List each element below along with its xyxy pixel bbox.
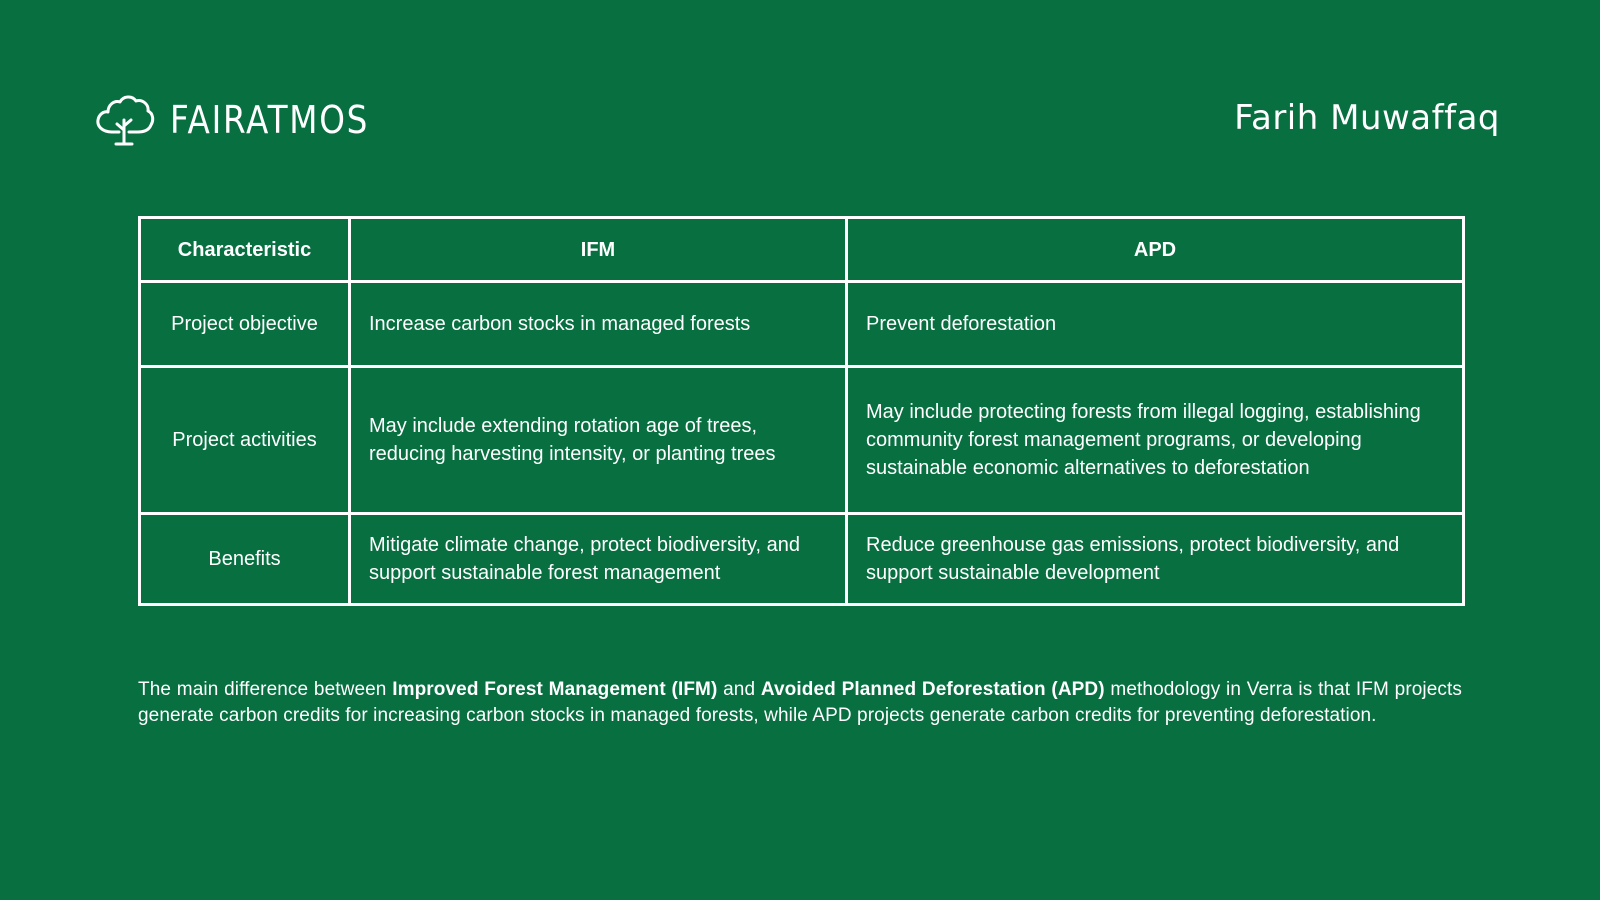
apd-cell: Prevent deforestation bbox=[847, 282, 1464, 367]
summary-text: The main difference between bbox=[138, 679, 393, 700]
author-name: Farih Muwaffaq bbox=[1234, 98, 1500, 138]
ifm-cell: May include extending rotation age of trees, reducing harvesting intensity, or planting trees bbox=[350, 367, 847, 514]
characteristic-cell: Project objective bbox=[140, 282, 350, 367]
tree-cloud-icon bbox=[92, 92, 156, 148]
table-header-row bbox=[140, 218, 1464, 282]
brand-name: FAIRATMOS bbox=[170, 98, 370, 142]
table-row bbox=[140, 514, 1464, 605]
summary-term-ifm: Improved Forest Management (IFM) bbox=[392, 679, 718, 700]
summary-text: methodology in Verra is that IFM projects generate carbon credits for increasing carbon stocks in managed forests, while APD projects generate carbon credits for preventing deforestation. bbox=[138, 679, 1462, 726]
brand-logo bbox=[92, 92, 402, 148]
summary-paragraph bbox=[138, 677, 1462, 729]
summary-text: and bbox=[717, 679, 761, 700]
characteristic-cell: Benefits bbox=[140, 514, 350, 605]
apd-cell: Reduce greenhouse gas emissions, protect biodiversity, and support sustainable development bbox=[847, 514, 1464, 605]
table-row bbox=[140, 282, 1464, 367]
column-header-apd: APD bbox=[847, 218, 1464, 282]
column-header-ifm: IFM bbox=[350, 218, 847, 282]
comparison-table bbox=[138, 216, 1465, 606]
column-header-characteristic: Characteristic bbox=[140, 218, 350, 282]
ifm-cell: Mitigate climate change, protect biodiversity, and support sustainable forest management bbox=[350, 514, 847, 605]
apd-cell: May include protecting forests from illegal logging, establishing community forest management programs, or developing sustainable economic alternatives to deforestation bbox=[847, 367, 1464, 514]
summary-term-apd: Avoided Planned Deforestation (APD) bbox=[760, 679, 1105, 700]
ifm-cell: Increase carbon stocks in managed forests bbox=[350, 282, 847, 367]
table-row bbox=[140, 367, 1464, 514]
characteristic-cell: Project activities bbox=[140, 367, 350, 514]
